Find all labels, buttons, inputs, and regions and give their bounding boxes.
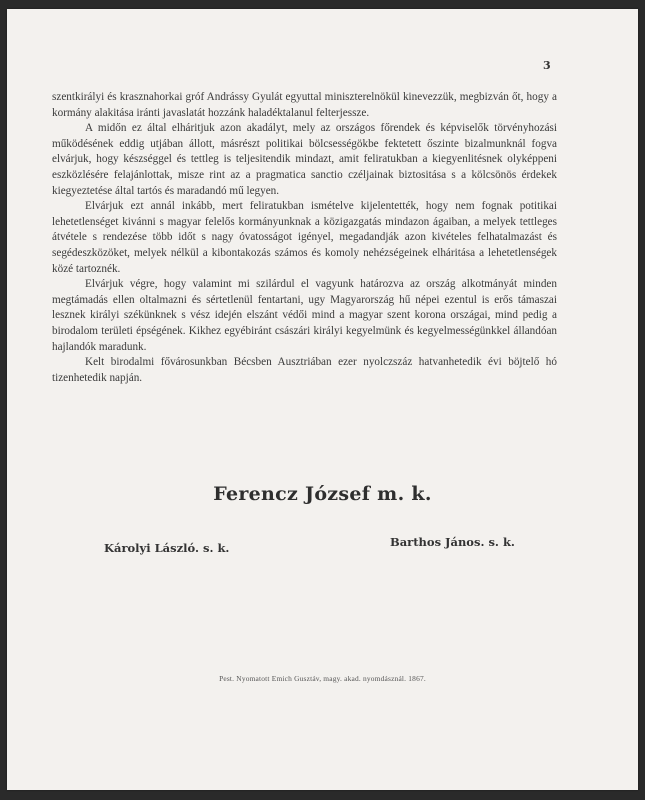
printer-imprint: Pest. Nyomatott Emich Gusztáv, magy. akad. nyomdásznál. 1867. [219, 674, 426, 683]
page-number: 3 [543, 59, 551, 72]
paragraph-5: Kelt birodalmi fővárosunkban Bécsben Ausztriában ezer nyolczszáz hatvanhetedik évi böjtelő hó tizenhetedik napján. [52, 356, 557, 384]
countersignature-right: Barthos János. s. k. [390, 535, 515, 549]
sovereign-signature: Ferencz József m. k. [213, 483, 432, 505]
paragraph-2: A midőn ez által elháritjuk azon akadályt, mely az országos főrendek és képviselők törvényhozási működésének eddig utjában állott, másrészt politikai bölcsességökbe fektetett őszinte bizalmunknál fogva elvárjuk, hogy készséggel és tettleg is teljesitendik mindazt, amit feliratukban a kiegyenlitésnek olyképpeni eszközlésére felajánlottak, misze rint az a pragmatica sanctio czéljainak biztositása s a kölcsönös érdekek kiegyeztetése által tartós és maradandó mű legyen. [52, 122, 557, 197]
paragraph-4: Elvárjuk végre, hogy valamint mi szilárdul el vagyunk határozva az ország alkotmányát minden megtámadás ellen oltalmazni és sértetlenül fentartani, ugy Magyarország hű népei ezentul is erős támaszai lesznek királyi székünknek s vész idején elszánt védői mind a magyar szent korona országai, mind pedig a birodalom területi épségének. Kikhez egyébiránt császári királyi kegyelmünk és kegyelmességünkkel állandóan hajlandók maradunk. [52, 278, 557, 353]
countersignature-left: Károlyi László. s. k. [104, 541, 230, 555]
document-page [7, 9, 638, 790]
decree-body [52, 90, 557, 386]
paragraph-1: szentkirályi és krasznahorkai gróf Andrássy Gyulát egyuttal miniszterelnökül kinevezzük, megbizván őt, hogy a kormány alakitása iránti javaslatát hozzánk haladéktalanul felterjessze. [52, 91, 557, 119]
paragraph-3: Elvárjuk ezt annál inkább, mert feliratukban ismételve kijelentették, hogy nem fognak potitikai lehetetlenséget kivánni s magyar felelős kormányunknak a közigazgatás mindazon ágaiban, a melyek tettleges átvétele s rendezése több időt s nagy óvatosságot igényel, megadandják azon kivételes felhatalmazást és segédeszközöket, melyek nélkül a kibontakozás számos és komoly nehézségeinek elháritása a lehetetlenségek közé tartoznék. [52, 200, 557, 275]
